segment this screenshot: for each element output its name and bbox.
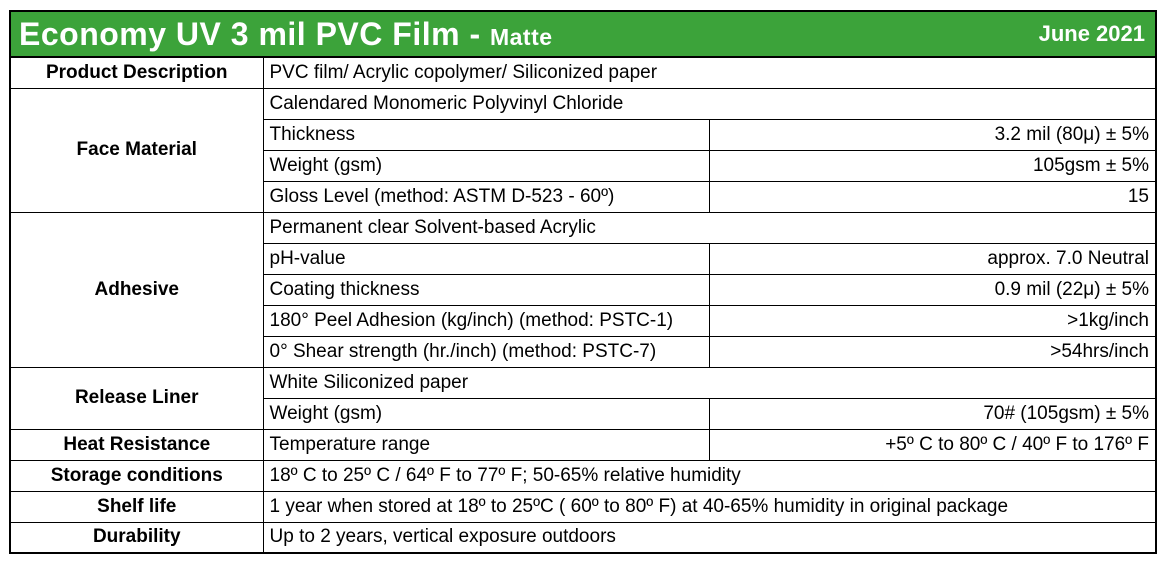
spec-row	[10, 460, 1156, 491]
spec-value: >1kg/inch	[710, 305, 1157, 336]
header-bar	[9, 10, 1157, 56]
spec-text: PVC film/ Acrylic copolymer/ Siliconized paper	[263, 57, 1156, 88]
spec-row	[10, 522, 1156, 553]
spec-property: Temperature range	[263, 429, 710, 460]
spec-value: 15	[710, 181, 1157, 212]
spec-row	[10, 57, 1156, 88]
spec-property: pH-value	[263, 243, 710, 274]
spec-text: 1 year when stored at 18º to 25ºC ( 60º to 80º F) at 40-65% humidity in original package	[263, 491, 1156, 522]
product-title	[19, 16, 553, 53]
spec-property: Thickness	[263, 119, 710, 150]
spec-text: Calendared Monomeric Polyvinyl Chloride	[263, 88, 1156, 119]
section-label: Release Liner	[10, 367, 263, 429]
section-label: Storage conditions	[10, 460, 263, 491]
spec-text: 18º C to 25º C / 64º F to 77º F; 50-65% relative humidity	[263, 460, 1156, 491]
spec-row	[10, 367, 1156, 398]
spec-property: 0° Shear strength (hr./inch) (method: PSTC-7)	[263, 336, 710, 367]
spec-row	[10, 212, 1156, 243]
spec-property: 180° Peel Adhesion (kg/inch) (method: PSTC-1)	[263, 305, 710, 336]
section-label: Durability	[10, 522, 263, 553]
section-label: Heat Resistance	[10, 429, 263, 460]
spec-value: 0.9 mil (22μ) ± 5%	[710, 274, 1157, 305]
spec-property: Coating thickness	[263, 274, 710, 305]
spec-value: 70# (105gsm) ± 5%	[710, 398, 1157, 429]
spec-text: White Siliconized paper	[263, 367, 1156, 398]
spec-property: Gloss Level (method: ASTM D-523 - 60º)	[263, 181, 710, 212]
spec-value: +5º C to 80º C / 40º F to 176º F	[710, 429, 1157, 460]
spec-row	[10, 88, 1156, 119]
spec-property: Weight (gsm)	[263, 398, 710, 429]
section-label: Face Material	[10, 88, 263, 212]
spec-property: Weight (gsm)	[263, 150, 710, 181]
title-finish: Matte	[489, 23, 553, 50]
spec-value: approx. 7.0 Neutral	[710, 243, 1157, 274]
spec-row	[10, 491, 1156, 522]
spec-value: 105gsm ± 5%	[710, 150, 1157, 181]
spec-text: Permanent clear Solvent-based Acrylic	[263, 212, 1156, 243]
revision-date: June 2021	[1038, 21, 1145, 46]
spec-row	[10, 429, 1156, 460]
spec-text: Up to 2 years, vertical exposure outdoors	[263, 522, 1156, 553]
section-label: Adhesive	[10, 212, 263, 367]
title-text: Economy UV 3 mil PVC Film -	[19, 15, 481, 52]
spec-table	[9, 56, 1157, 554]
section-label: Product Description	[10, 57, 263, 88]
section-label: Shelf life	[10, 491, 263, 522]
spec-value: 3.2 mil (80μ) ± 5%	[710, 119, 1157, 150]
spec-value: >54hrs/inch	[710, 336, 1157, 367]
spec-sheet	[9, 10, 1157, 554]
